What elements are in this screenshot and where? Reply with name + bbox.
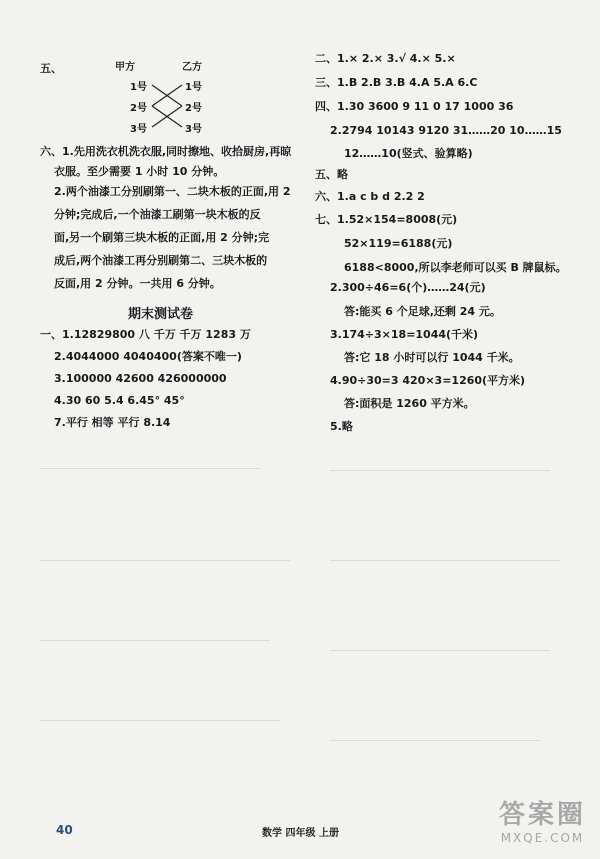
right-line: 七、1.52×154=8008(元)	[315, 213, 458, 226]
right-line: 2.300÷46=6(个)……24(元)	[330, 281, 486, 294]
bleed-line	[330, 560, 560, 561]
right-line: 2.2794 10143 9120 31……20 10……15	[330, 124, 562, 137]
right-line: 答:它 18 小时可以行 1044 千米。	[344, 351, 520, 364]
yi-line: 一、1.12829800 八 千万 千万 1283 万	[40, 328, 251, 341]
liu-line: 分钟;完成后,一个油漆工刷第一块木板的反	[54, 208, 261, 221]
liu-line: 六、1.先用洗衣机洗衣服,同时擦地、收拾厨房,再晾	[40, 145, 292, 158]
exam-title: 期末测试卷	[128, 307, 194, 322]
right-line: 12……10(竖式、验算略)	[344, 147, 473, 160]
right-line: 三、1.B 2.B 3.B 4.A 5.A 6.C	[315, 76, 478, 89]
liu-line: 反面,用 2 分钟。一共用 6 分钟。	[54, 277, 221, 290]
right-line: 6188<8000,所以李老师可以买 B 牌鼠标。	[344, 261, 567, 274]
right-line: 4.90÷30=3 420×3=1260(平方米)	[330, 374, 526, 387]
bleed-line	[330, 470, 550, 471]
matching-col2-header: 乙方	[182, 62, 202, 73]
right-line: 六、1.a c b d 2.2 2	[315, 190, 425, 203]
matching-col1-header: 甲方	[115, 62, 135, 73]
right-line: 四、1.30 3600 9 11 0 17 1000 36	[315, 100, 514, 113]
right-line: 答:面积是 1260 平方米。	[344, 397, 475, 410]
section-wu-label: 五、	[40, 62, 62, 75]
bleed-line	[40, 560, 290, 561]
yi-line: 4.30 60 5.4 6.45° 45°	[54, 394, 185, 407]
liu-line: 衣服。至少需要 1 小时 10 分钟。	[54, 165, 225, 178]
page-number: 40	[56, 823, 73, 837]
matching-right-item: 1号	[185, 82, 202, 93]
right-line: 五、略	[315, 168, 348, 181]
matching-left-item: 2号	[130, 103, 147, 114]
yi-line: 3.100000 42600 426000000	[54, 372, 227, 385]
bleed-line	[330, 740, 540, 741]
yi-line: 7.平行 相等 平行 8.14	[54, 416, 171, 429]
yi-line: 2.4044000 4040400(答案不唯一)	[54, 350, 242, 363]
right-line: 5.略	[330, 420, 353, 433]
matching-right-item: 2号	[185, 103, 202, 114]
watermark-logo	[499, 794, 586, 845]
matching-left-item: 1号	[130, 82, 147, 93]
right-line: 52×119=6188(元)	[344, 237, 453, 250]
matching-left-item: 3号	[130, 124, 147, 135]
matching-right-item: 3号	[185, 124, 202, 135]
right-line: 二、1.× 2.× 3.√ 4.× 5.×	[315, 52, 456, 65]
liu-line: 面,另一个刷第三块木板的正面,用 2 分钟;完	[54, 231, 270, 244]
right-line: 3.174÷3×18=1044(千米)	[330, 328, 479, 341]
watermark-main: 答案圈	[498, 800, 586, 830]
watermark-url: MXQE.COM	[500, 831, 585, 845]
bleed-line	[40, 720, 280, 721]
book-info: 数学 四年级 上册	[262, 828, 339, 839]
bleed-line	[40, 640, 270, 641]
bleed-line	[40, 468, 260, 469]
bleed-line	[330, 650, 550, 651]
liu-line: 2.两个油漆工分别刷第一、二块木板的正面,用 2	[54, 185, 291, 198]
liu-line: 成后,两个油漆工再分别刷第二、三块木板的	[54, 254, 268, 267]
right-line: 答:能买 6 个足球,还剩 24 元。	[344, 305, 501, 318]
